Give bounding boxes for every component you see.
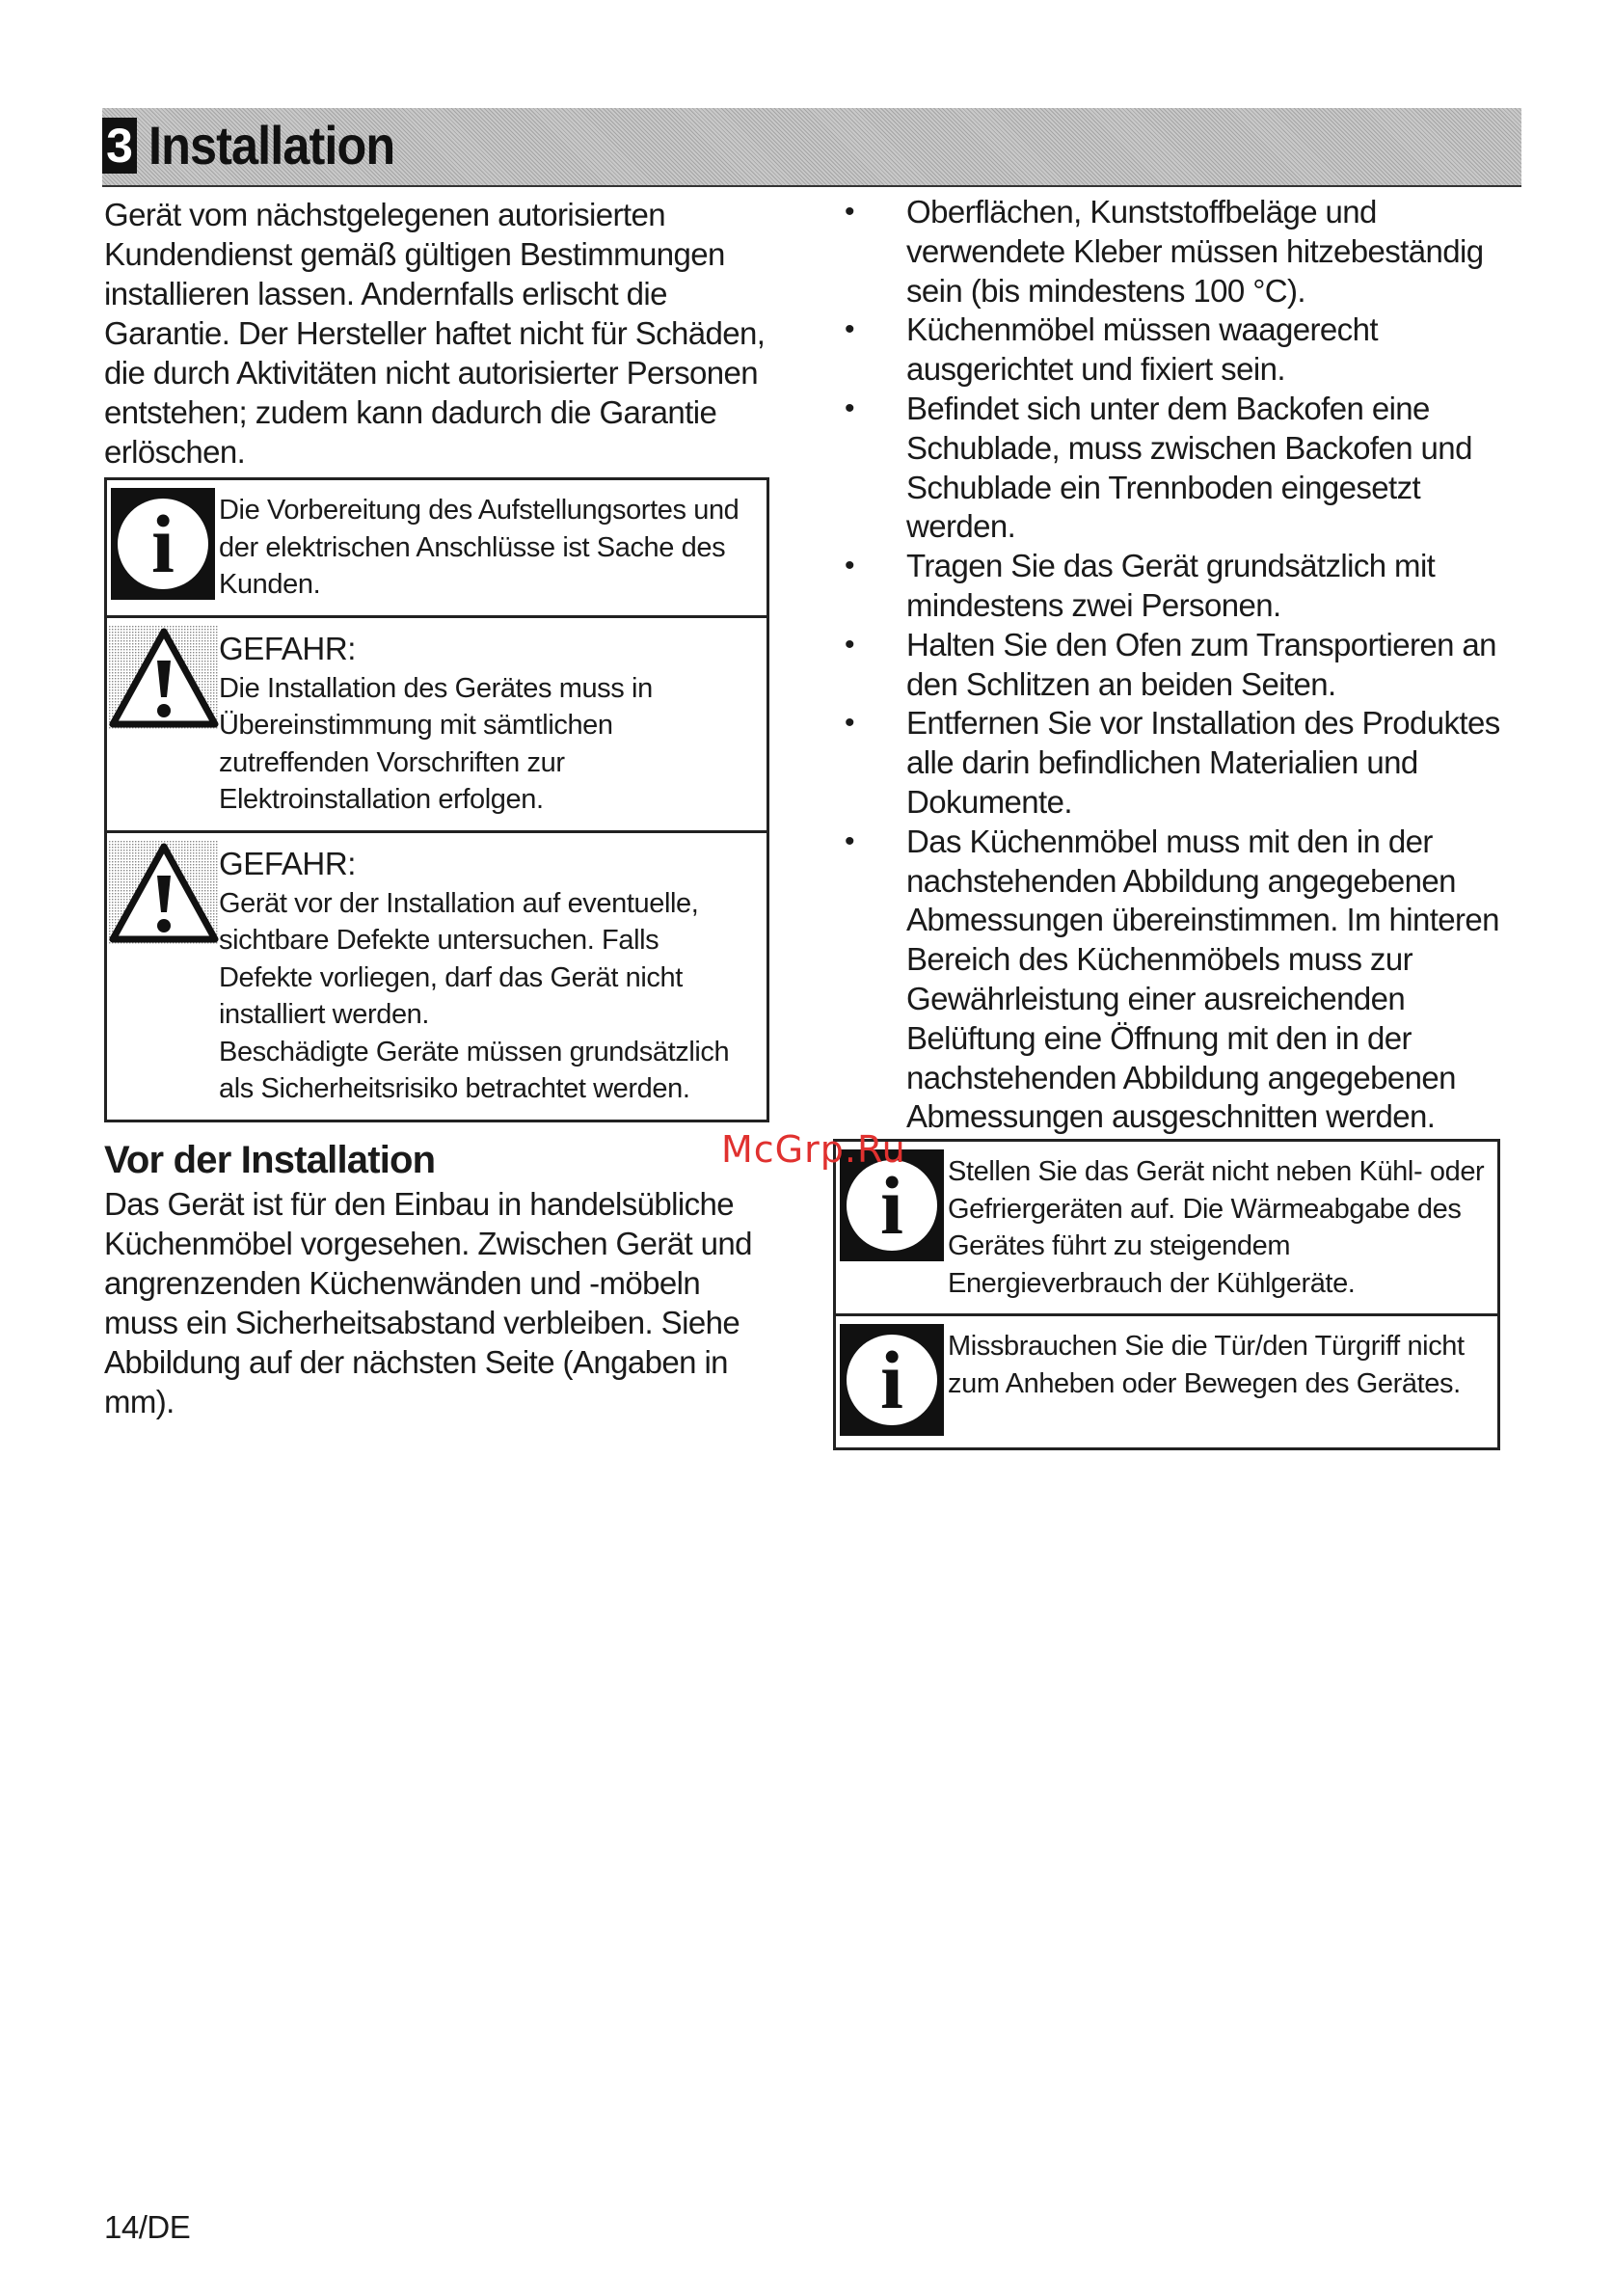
info-note-text: Missbrauchen Sie die Tür/den Türgriff nicht zum Anheben oder Bewegen des Gerätes. xyxy=(948,1331,1465,1399)
bullet-icon: • xyxy=(845,824,854,857)
list-item: • Küchenmöbel müssen waagerecht ausgerichtet und fixiert sein. xyxy=(845,311,1378,388)
list-item: • Entfernen Sie vor Installation des Produktes alle darin befindlichen Materialien und Dokumente. xyxy=(845,705,1500,820)
list-item: • Das Küchenmöbel muss mit den in der nachstehenden Abbildung angegebenen Abmessungen übereinstimmen. Im hinteren Bereich des Küchenmöbels muss zur Gewährleistung einer ausreichenden Belüftung eine Öffnung mit den in der nachstehenden Abbildung angegebenen Abmessungen ausgeschnitten werden. xyxy=(845,823,1499,1135)
notes-box-left xyxy=(104,477,769,1122)
info-note-text: Stellen Sie das Gerät nicht neben Kühl- oder Gefriergeräten auf. Die Wärmeabgabe des Gerätes führt zu steigendem Energieverbrauch der Kühlgeräte. xyxy=(948,1156,1485,1299)
danger-note xyxy=(107,615,767,830)
right-column xyxy=(835,193,1500,1450)
watermark: McGrp.Ru xyxy=(721,1128,906,1171)
danger-note xyxy=(107,830,767,1120)
info-icon: i xyxy=(840,1149,944,1261)
page-number: 14/DE xyxy=(104,2209,191,2245)
chapter-title: Installation xyxy=(148,115,395,176)
info-note xyxy=(107,480,767,615)
section-heading: Vor der Installation xyxy=(104,1138,436,1181)
intro-paragraph: Gerät vom nächstgelegenen autorisierten Kundendienst gemäß gültigen Bestimmungen installieren lassen. Andernfalls erlischt die Garantie. Der Hersteller haftet nicht für Schäden, die durch Aktivitäten nicht autorisierter Personen entstehen; zudem kann dadurch die Garantie erlöschen. xyxy=(104,197,766,470)
bullet-icon: • xyxy=(845,550,854,582)
list-item: • Befindet sich unter dem Backofen eine Schublade, muss zwischen Backofen und Schublade ein Trennboden eingesetzt werden. xyxy=(845,390,1472,545)
section-paragraph: Das Gerät ist für den Einbau in handelsübliche Küchenmöbel vorgesehen. Zwischen Gerät und angrenzenden Küchenwänden und -möbeln muss ein Sicherheitsabstand verbleiben. Siehe Abbildung auf der nächsten Seite (Angaben in mm). xyxy=(104,1185,752,1419)
bullet-icon: • xyxy=(845,196,854,228)
info-note xyxy=(836,1142,1497,1313)
bullet-icon: • xyxy=(845,392,854,424)
list-item: • Oberflächen, Kunststoffbeläge und verwendete Kleber müssen hitzebeständig sein (bis mindestens 100 °C). xyxy=(845,194,1484,309)
danger-heading: GEFAHR: xyxy=(219,845,357,881)
list-item: • Halten Sie den Ofen zum Transportieren an den Schlitzen an beiden Seiten. xyxy=(845,626,1496,702)
info-note-text: Die Vorbereitung des Aufstellungsortes und der elektrischen Anschlüsse ist Sache des Kunden. xyxy=(219,495,740,600)
left-column xyxy=(104,193,769,1421)
chapter-header xyxy=(102,108,1521,187)
bullet-icon: • xyxy=(845,313,854,346)
info-note xyxy=(836,1313,1497,1447)
requirements-list xyxy=(835,193,1500,1137)
bullet-icon: • xyxy=(845,707,854,740)
danger-note-text: Gerät vor der Installation auf eventuelle, sichtbare Defekte untersuchen. Falls Defekte vorliegen, darf das Gerät nicht installiert werden. xyxy=(219,887,699,1030)
info-icon: i xyxy=(111,488,215,600)
warning-triangle-icon xyxy=(109,841,219,945)
notes-box-right xyxy=(833,1139,1500,1450)
chapter-number: 3 xyxy=(102,118,137,174)
bullet-icon: • xyxy=(845,628,854,661)
danger-note-text: Die Installation des Gerätes muss in Übereinstimmung mit sämtlichen zutreffenden Vorschriften zur Elektroinstallation erfolgen. xyxy=(219,672,653,815)
danger-note-text-2: Beschädigte Geräte müssen grundsätzlich als Sicherheitsrisiko betrachtet werden. xyxy=(219,1036,730,1104)
info-icon: i xyxy=(840,1324,944,1436)
list-item: • Tragen Sie das Gerät grundsätzlich mit mindestens zwei Personen. xyxy=(845,548,1436,623)
warning-triangle-icon xyxy=(109,626,219,730)
danger-heading: GEFAHR: xyxy=(219,630,357,666)
